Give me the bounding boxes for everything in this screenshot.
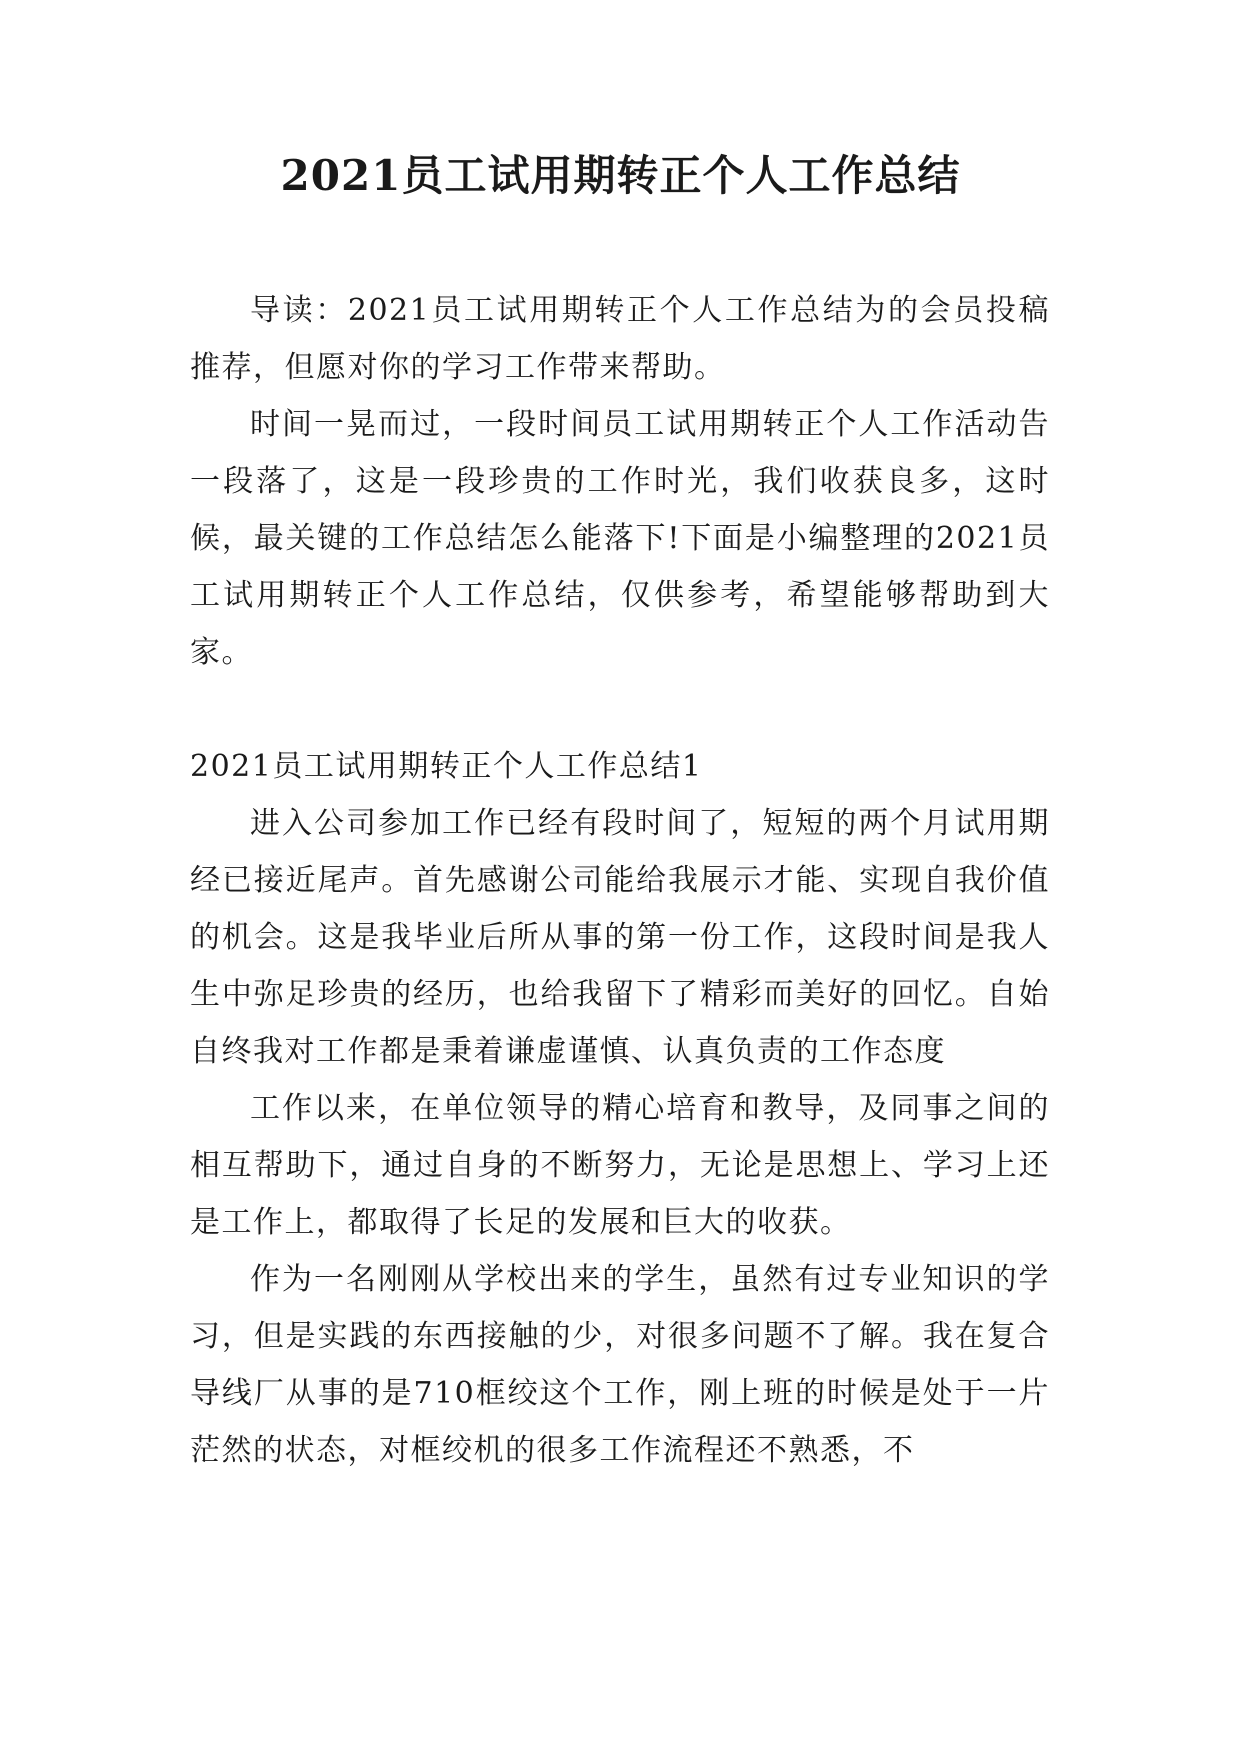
intro-paragraph: 导读：2021员工试用期转正个人工作总结为的会员投稿推荐，但愿对你的学习工作带来帮助。 — [190, 293, 1050, 385]
section-paragraph: 进入公司参加工作已经有段时间了，短短的两个月试用期经已接近尾声。首先感谢公司能给我展示才能、实现自我价值的机会。这是我毕业后所从事的第一份工作，这段时间是我人生中弥足珍贵的经历，也给我留下了精彩而美好的回忆。自始自终我对工作都是秉着谦虚谨慎、认真负责的工作态度 — [190, 806, 1050, 1069]
section-heading: 2021员工试用期转正个人工作总结1 — [190, 749, 703, 784]
document-body — [190, 282, 1050, 1479]
section-paragraph: 工作以来，在单位领导的精心培育和教导，及同事之间的相互帮助下，通过自身的不断努力，无论是思想上、学习上还是工作上，都取得了长足的发展和巨大的收获。 — [190, 1091, 1050, 1240]
body-paragraph: 时间一晃而过，一段时间员工试用期转正个人工作活动告一段落了，这是一段珍贵的工作时光，我们收获良多，这时候，最关键的工作总结怎么能落下!下面是小编整理的2021员工试用期转正个人工作总结，仅供参考，希望能够帮助到大家。 — [190, 407, 1050, 670]
section-paragraph: 作为一名刚刚从学校出来的学生，虽然有过专业知识的学习，但是实践的东西接触的少，对很多问题不了解。我在复合导线厂从事的是710框绞这个工作，刚上班的时候是处于一片茫然的状态，对框绞机的很多工作流程还不熟悉，不 — [190, 1262, 1050, 1468]
document-title: 2021员工试用期转正个人工作总结 — [280, 151, 961, 200]
